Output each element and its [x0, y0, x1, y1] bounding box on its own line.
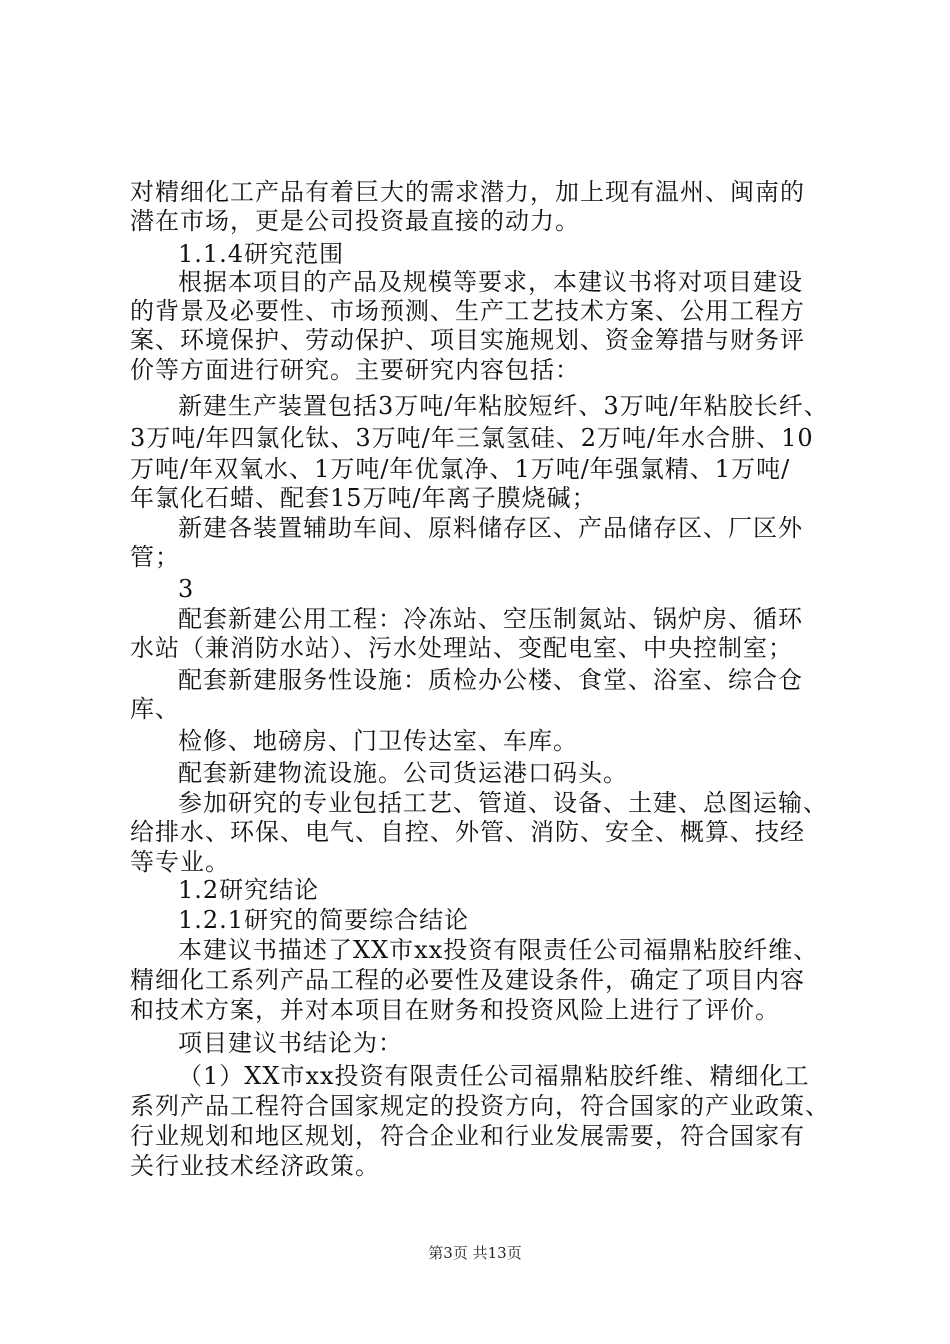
text-line: 配套新建服务性设施：质检办公楼、食堂、浴室、综合仓: [178, 666, 803, 694]
text-line: 配套新建公用工程：冷冻站、空压制氮站、锅炉房、循环: [178, 605, 803, 633]
text-line: 项目建议书结论为：: [178, 1029, 403, 1057]
text-line: 检修、地磅房、门卫传达室、车库。: [178, 727, 578, 755]
section-heading: 1.2.1研究的简要综合结论: [178, 906, 470, 934]
text-line: 库、: [130, 695, 180, 723]
text-line: 等专业。: [130, 848, 230, 876]
section-heading: 1.1.4研究范围: [178, 240, 345, 268]
text-line: 3万吨/年四氯化钛、3万吨/年三氯氢硅、2万吨/年水合肼、10: [130, 424, 814, 452]
page-footer: 第3页 共13页: [428, 1244, 522, 1262]
text-line: 关行业技术经济政策。: [130, 1152, 380, 1180]
text-line: 本建议书描述了XX市xx投资有限责任公司福鼎粘胶纤维、: [178, 936, 819, 964]
text-line: 的背景及必要性、市场预测、生产工艺技术方案、公用工程方: [130, 297, 805, 325]
text-line: 参加研究的专业包括工艺、管道、设备、土建、总图运输、: [178, 789, 828, 817]
text-line: 给排水、环保、电气、自控、外管、消防、安全、概算、技经: [130, 818, 805, 846]
text-line: 新建各装置辅助车间、原料储存区、产品储存区、厂区外: [178, 514, 803, 542]
text-line: 价等方面进行研究。主要研究内容包括：: [130, 356, 580, 384]
text-line: 行业规划和地区规划，符合企业和行业发展需要，符合国家有: [130, 1122, 805, 1150]
text-line: 精细化工系列产品工程的必要性及建设条件，确定了项目内容: [130, 966, 805, 994]
text-line: 系列产品工程符合国家规定的投资方向，符合国家的产业政策、: [130, 1092, 830, 1120]
text-line: 年氯化石蜡、配套15万吨/年离子膜烧碱；: [130, 484, 597, 512]
text-line: 新建生产装置包括3万吨/年粘胶短纤、3万吨/年粘胶长纤、: [178, 392, 829, 420]
text-line: 对精细化工产品有着巨大的需求潜力，加上现有温州、闽南的: [130, 178, 805, 206]
inline-page-number: 3: [178, 575, 195, 603]
text-line: 水站（兼消防水站）、污水处理站、变配电室、中央控制室；: [130, 634, 793, 662]
text-line: 万吨/年双氧水、1万吨/年优氯净、1万吨/年强氯精、1万吨/: [130, 455, 791, 483]
text-line: 根据本项目的产品及规模等要求，本建议书将对项目建设: [178, 268, 803, 296]
text-line: 管；: [130, 543, 180, 571]
text-line: 案、环境保护、劳动保护、项目实施规划、资金筹措与财务评: [130, 326, 805, 354]
text-line: （1）XX市xx投资有限责任公司福鼎粘胶纤维、精细化工: [178, 1062, 810, 1090]
text-line: 潜在市场，更是公司投资最直接的动力。: [130, 207, 580, 235]
section-heading: 1.2研究结论: [178, 876, 320, 904]
text-line: 和技术方案，并对本项目在财务和投资风险上进行了评价。: [130, 996, 780, 1024]
text-line: 配套新建物流设施。公司货运港口码头。: [178, 759, 628, 787]
